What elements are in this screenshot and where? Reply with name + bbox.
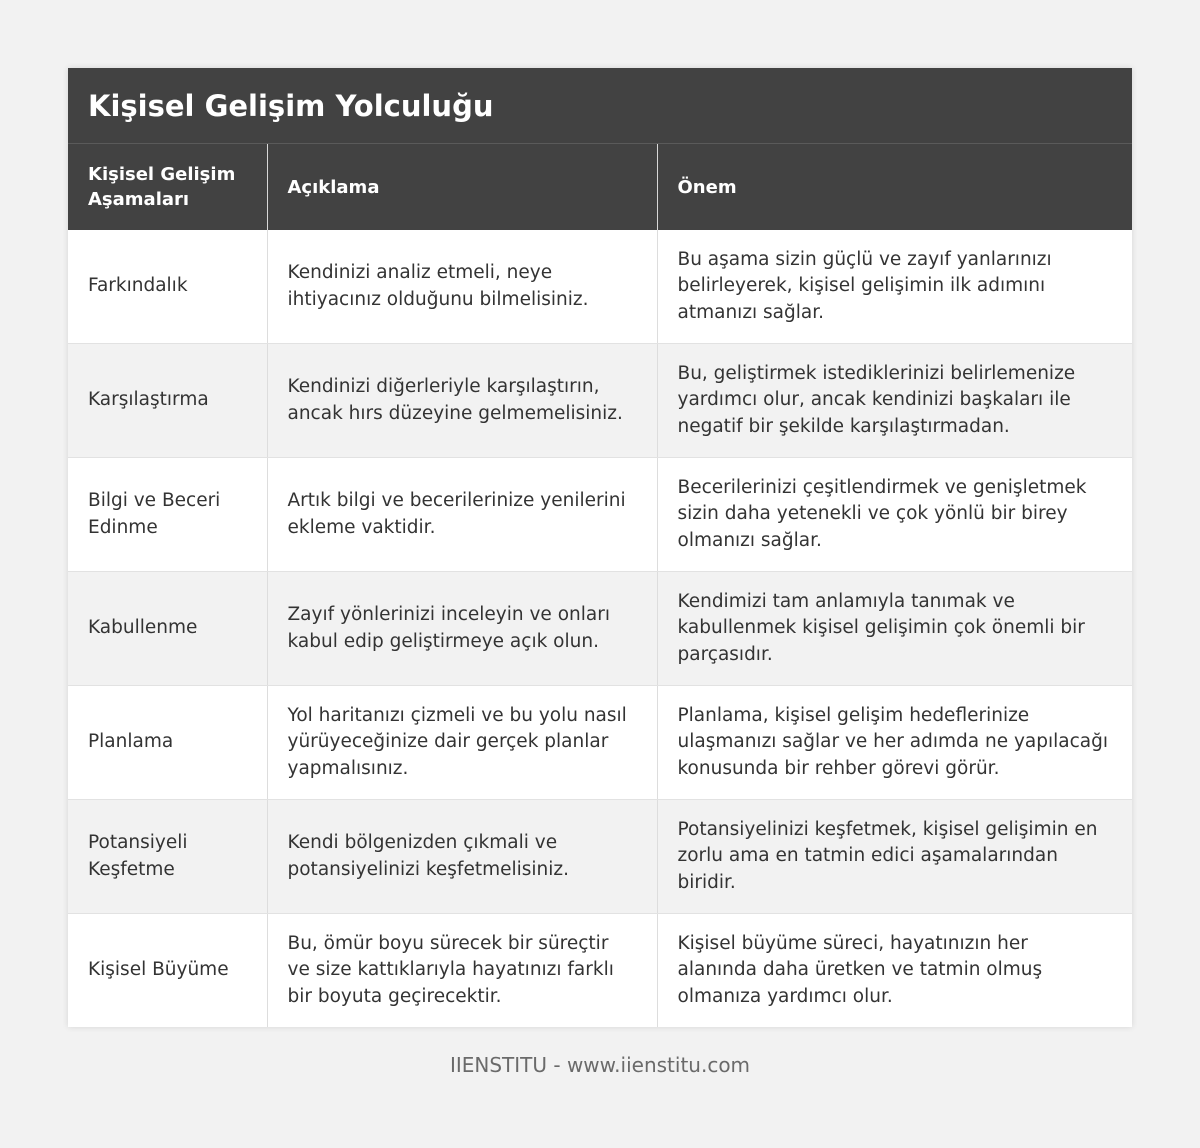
description-cell: Kendinizi analiz etmeli, neye ihtiyacınız olduğunu bilmelisiniz. <box>267 230 657 344</box>
description-cell: Yol haritanızı çizmeli ve bu yolu nasıl yürüyeceğinize dair gerçek planlar yapmalısınız. <box>267 686 657 800</box>
stage-cell: Potansiyeli Keşfetme <box>68 800 267 914</box>
stages-table <box>68 144 1132 1027</box>
description-cell: Kendinizi diğerleriyle karşılaştırın, ancak hırs düzeyine gelmemelisiniz. <box>267 344 657 458</box>
table-row <box>68 686 1132 800</box>
footer-credit: IIENSTITU - www.iienstitu.com <box>449 1053 751 1077</box>
description-cell: Artık bilgi ve becerilerinize yenilerini ekleme vaktidir. <box>267 458 657 572</box>
description-cell: Bu, ömür boyu sürecek bir süreçtir ve size kattıklarıyla hayatınızı farklı bir boyuta geçirecektir. <box>267 914 657 1028</box>
importance-cell: Bu, geliştirmek istediklerinizi belirlemenize yardımcı olur, ancak kendinizi başkaları ile negatif bir şekilde karşılaştırmadan. <box>657 344 1132 458</box>
importance-cell: Kendimizi tam anlamıyla tanımak ve kabullenmek kişisel gelişimin çok önemli bir parçasıdır. <box>657 572 1132 686</box>
stage-cell: Planlama <box>68 686 267 800</box>
column-header-importance: Önem <box>657 144 1132 230</box>
header-row <box>68 144 1132 230</box>
table-card <box>68 68 1132 1027</box>
table-row <box>68 458 1132 572</box>
column-header-description: Açıklama <box>267 144 657 230</box>
stage-cell: Karşılaştırma <box>68 344 267 458</box>
table-row <box>68 800 1132 914</box>
stage-cell: Kabullenme <box>68 572 267 686</box>
description-cell: Kendi bölgenizden çıkmali ve potansiyelinizi keşfetmelisiniz. <box>267 800 657 914</box>
importance-cell: Planlama, kişisel gelişim hedeflerinize ulaşmanızı sağlar ve her adımda ne yapılacağı konusunda bir rehber görevi görür. <box>657 686 1132 800</box>
column-header-stage: Kişisel Gelişim Aşamaları <box>68 144 267 230</box>
table-row <box>68 914 1132 1028</box>
table-title: Kişisel Gelişim Yolculuğu <box>68 68 1132 144</box>
stage-cell: Farkındalık <box>68 230 267 344</box>
stage-cell: Bilgi ve Beceri Edinme <box>68 458 267 572</box>
importance-cell: Potansiyelinizi keşfetmek, kişisel gelişimin en zorlu ama en tatmin edici aşamalarından biridir. <box>657 800 1132 914</box>
table-row <box>68 572 1132 686</box>
importance-cell: Bu aşama sizin güçlü ve zayıf yanlarınızı belirleyerek, kişisel gelişimin ilk adımını atmanızı sağlar. <box>657 230 1132 344</box>
importance-cell: Becerilerinizi çeşitlendirmek ve genişletmek sizin daha yetenekli ve çok yönlü bir birey olmanızı sağlar. <box>657 458 1132 572</box>
table-row <box>68 344 1132 458</box>
table-row <box>68 230 1132 344</box>
description-cell: Zayıf yönlerinizi inceleyin ve onları kabul edip geliştirmeye açık olun. <box>267 572 657 686</box>
importance-cell: Kişisel büyüme süreci, hayatınızın her alanında daha üretken ve tatmin olmuş olmanıza yardımcı olur. <box>677 932 1043 1007</box>
stage-cell: Kişisel Büyüme <box>68 914 267 1028</box>
